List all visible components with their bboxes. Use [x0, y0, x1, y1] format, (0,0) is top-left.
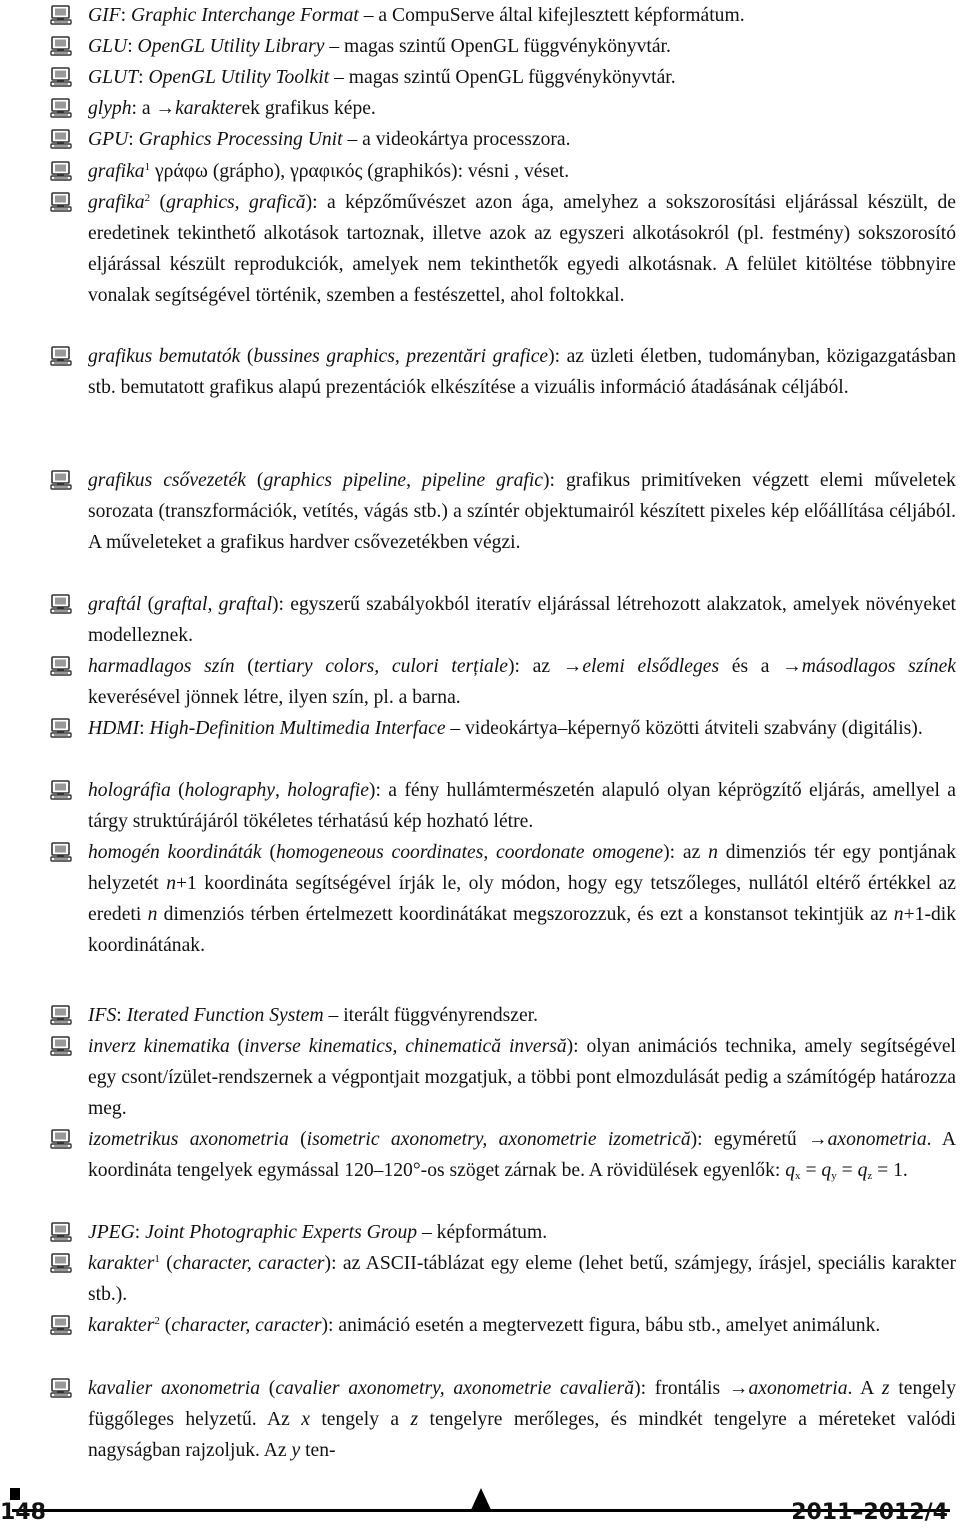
- entry-text: – iterált függvényrendszer.: [323, 1005, 538, 1026]
- entry-italic: OpenGL Utility Library: [137, 36, 325, 57]
- entry-text: ): egyméretű: [690, 1129, 809, 1150]
- glossary-entry: [0, 1124, 960, 1186]
- entry-text: keverésével jönnek létre, ilyen szín, pl. a barna.: [88, 687, 461, 708]
- entry-text: – videokártya–képernyő közötti átviteli szabvány (digitális).: [445, 718, 923, 739]
- computer-icon: [50, 470, 72, 490]
- entry-italic: z: [410, 1409, 419, 1430]
- entry-term: GLUT: [88, 67, 139, 88]
- computer-icon: [50, 1036, 72, 1056]
- entry-italic: axonometria: [827, 1129, 927, 1150]
- entry-italic: OpenGL Utility Toolkit: [148, 67, 330, 88]
- entry-term: karakter: [88, 1315, 155, 1336]
- entry-text: +1 koordináta segítségével írják le, oly módon, hogy egy tetszőleges, nullától eltérő értékkel az eredeti: [88, 873, 956, 925]
- entry-term: inverz kinematika: [88, 1036, 230, 1057]
- entry-text: . A: [847, 1378, 882, 1399]
- computer-icon: [50, 718, 72, 738]
- computer-icon: [50, 346, 72, 366]
- entry-italic: holografie: [287, 780, 369, 801]
- entry-superscript: 2: [144, 192, 151, 204]
- glossary-entry: [0, 93, 960, 124]
- computer-icon: [50, 780, 72, 800]
- entry-term: GIF: [88, 5, 121, 26]
- entry-text: . A koordináta tengelyek egymással 120–120°-os szöget zárnak be. A rövidülések egyenlők:: [88, 1129, 956, 1181]
- computer-icon: [50, 842, 72, 862]
- entry-term: graftál: [88, 594, 142, 615]
- computer-icon: [50, 1315, 72, 1335]
- computer-icon: [50, 67, 72, 87]
- entry-term: GPU: [88, 129, 129, 150]
- entry-italic: másodlagos színek: [801, 656, 956, 677]
- entry-italic: q: [821, 1160, 832, 1181]
- entry-subscript: y: [831, 1170, 837, 1182]
- entry-italic: n: [147, 904, 158, 925]
- entry-superscript: 1: [144, 161, 151, 173]
- entry-text: =: [800, 1160, 822, 1181]
- entry-text: (: [240, 346, 254, 367]
- entry-italic: n: [893, 904, 904, 925]
- entry-text: (: [170, 780, 185, 801]
- entry-italic: q: [857, 1160, 868, 1181]
- entry-text: (: [288, 1129, 307, 1150]
- entry-italic: n: [708, 842, 718, 863]
- entry-italic: y: [291, 1440, 301, 1461]
- glossary-entry: [0, 837, 960, 961]
- entry-text: :: [139, 718, 150, 739]
- entry-italic: Graphic Interchange Format: [131, 5, 359, 26]
- glossary-entry: [0, 1310, 960, 1341]
- entry-text: tengely függőleges helyzetű. Az: [88, 1378, 956, 1430]
- entry-text: (: [141, 594, 155, 615]
- entry-italic: q: [785, 1160, 796, 1181]
- entry-term: JPEG: [88, 1222, 135, 1243]
- entry-text: γράφω (grápho), γραφικός (graphikós): vésni , véset.: [150, 161, 570, 182]
- computer-icon: [50, 594, 72, 614]
- computer-icon: [50, 161, 72, 181]
- entry-text: ): az üzleti életben, tudományban, közigazgatásban stb. bemutatott grafikus alapú prezentációk elkészítése a vizuális információ átadásának céljából.: [88, 346, 956, 398]
- entry-subscript: z: [867, 1170, 873, 1182]
- entry-text: ): frontális: [634, 1378, 729, 1399]
- entry-term: izometrikus axonometria: [88, 1129, 289, 1150]
- entry-term: GLU: [88, 36, 128, 57]
- glossary-entry: [0, 775, 960, 837]
- entry-text: ): animáció esetén a megtervezett figura, bábu stb., amelyet animálunk.: [321, 1315, 881, 1336]
- entry-term: HDMI: [88, 718, 140, 739]
- entry-italic: holography: [184, 780, 275, 801]
- entry-text: =: [836, 1160, 858, 1181]
- entry-text: ): grafikus primitíveken végzett elemi műveletek sorozata (transzformációk, vetítés, vágás stb.) a színtér objektumairól készített pixeles kép előállítása céljából. A műveleteket a grafikus hardver csővezetékben végzi.: [88, 470, 956, 553]
- arrow-icon: →: [728, 1378, 749, 1399]
- entry-italic: homogeneous coordinates, coordonate omogene: [275, 842, 664, 863]
- entry-text: ): az ASCII-táblázat egy eleme (lehet betű, számjegy, írásjel, speciális karakter stb.).: [88, 1253, 956, 1305]
- computer-icon: [50, 192, 72, 212]
- glossary-entry: [0, 589, 960, 651]
- entry-italic: graftal, graftal: [154, 594, 273, 615]
- entry-italic: axonometria: [748, 1378, 848, 1399]
- entry-text: (: [159, 1315, 172, 1336]
- entry-text: tengely a: [309, 1409, 411, 1430]
- entry-text: (: [150, 192, 167, 213]
- entry-italic: character, caracter: [172, 1253, 325, 1274]
- entry-term: harmadlagos szín: [88, 656, 235, 677]
- entry-term: IFS: [88, 1005, 117, 1026]
- entry-text: ): az: [663, 842, 709, 863]
- entry-text: (: [234, 656, 254, 677]
- page-footer: [0, 1488, 960, 1534]
- glossary-entry: [0, 1373, 960, 1466]
- entry-term: karakter: [88, 1253, 155, 1274]
- entry-italic: graphics, grafică: [166, 192, 306, 213]
- glossary-entry: [0, 0, 960, 31]
- entry-term: homogén koordináták: [88, 842, 262, 863]
- entry-text: – a videokártya processzora.: [342, 129, 571, 150]
- arrow-icon: →: [155, 98, 176, 119]
- glossary-entry: [0, 1000, 960, 1031]
- computer-icon: [50, 5, 72, 25]
- computer-icon: [50, 129, 72, 149]
- entry-italic: bussines graphics, prezentări grafice: [253, 346, 549, 367]
- computer-icon: [50, 1005, 72, 1025]
- entry-text: ek grafikus képe.: [241, 98, 376, 119]
- entry-italic: x: [301, 1409, 310, 1430]
- entry-term: grafika: [88, 192, 145, 213]
- computer-icon: [50, 1253, 72, 1273]
- arrow-icon: →: [562, 656, 583, 677]
- entry-italic: karakter: [175, 98, 242, 119]
- entry-text: :: [120, 5, 131, 26]
- entry-text: ): olyan animációs technika, amely segítségével egy csont/ízület-rendszernek a végpontjait mozgatjuk, a többi pont elmozdulását pedig a számítógép határozza meg.: [88, 1036, 957, 1119]
- glossary-entry: [0, 1217, 960, 1248]
- entry-italic: Joint Photographic Experts Group: [145, 1222, 418, 1243]
- computer-icon: [50, 656, 72, 676]
- entry-text: +1-dik koordinátának.: [88, 904, 957, 956]
- entry-text: ): a képzőművészet azon ága, amelyhez a sokszorosítási eljárással készült, de eredetinek tekinthető alkotások tartoznak, illetve azok az egyszeri alkotásokról (pl. festmény) sokszorosító eljárással készült reprodukciók, amelyek nem tekinthetők egyedi alkotásnak. A felület kitöltése többnyire vonalak segítségével történik, szemben a festészettel, ahol foltokkal.: [88, 192, 956, 306]
- glossary-entry: [0, 62, 960, 93]
- entry-text: ,: [406, 470, 423, 491]
- arrow-icon: →: [782, 656, 802, 677]
- entry-text: (: [260, 1378, 276, 1399]
- arrow-icon: →: [808, 1129, 828, 1150]
- glossary-entry: [0, 187, 960, 311]
- entry-text: (: [229, 1036, 245, 1057]
- entry-italic: graphics pipeline: [263, 470, 407, 491]
- entry-text: tengelyre merőleges, és mindkét tengelyre a méreteket valódi nagyságban rajzoljuk. Az: [88, 1409, 956, 1461]
- entry-term: glyph: [88, 98, 132, 119]
- entry-term: holográfia: [88, 780, 171, 801]
- entry-italic: z: [881, 1378, 890, 1399]
- glossary-entry: [0, 1248, 960, 1310]
- entry-italic: Graphics Processing Unit: [138, 129, 343, 150]
- glossary-entry: [0, 124, 960, 155]
- entry-text: = 1.: [872, 1160, 908, 1181]
- entry-italic: isometric axonometry, axonometrie izometrică: [306, 1129, 691, 1150]
- entry-text: dimenziós térben értelmezett koordinátákat megszorozzuk, és ezt a konstansot tekintjük az: [157, 904, 894, 925]
- footer-square-mark: [10, 1488, 20, 1500]
- entry-italic: pipeline grafic: [422, 470, 543, 491]
- computer-icon: [50, 1129, 72, 1149]
- entry-italic: tertiary colors, culori terțiale: [253, 656, 508, 677]
- entry-term: grafikus bemutatók: [88, 346, 241, 367]
- entry-italic: n: [166, 873, 176, 894]
- entry-text: ten-: [300, 1440, 336, 1461]
- entry-italic: inverse kinematics, chinematică inversă: [244, 1036, 567, 1057]
- entry-text: :: [138, 67, 149, 88]
- entry-text: :: [134, 1222, 146, 1243]
- entry-text: – magas szintű OpenGL függvénykönyvtár.: [324, 36, 671, 57]
- glossary-entry: [0, 713, 960, 744]
- entry-text: :: [128, 129, 139, 150]
- entry-text: (: [245, 470, 264, 491]
- entry-subscript: x: [795, 1170, 801, 1182]
- entry-italic: High-Definition Multimedia Interface: [149, 718, 446, 739]
- glossary-entry: [0, 341, 960, 403]
- glossary-entry: [0, 156, 960, 187]
- computer-icon: [50, 1222, 72, 1242]
- computer-icon: [50, 98, 72, 118]
- entry-text: dimenziós tér egy pontjának helyzetét: [88, 842, 956, 894]
- glossary-entry: [0, 465, 960, 558]
- entry-text: :: [127, 36, 138, 57]
- entry-text: :: [116, 1005, 127, 1026]
- entry-text: – magas szintű OpenGL függvénykönyvtár.: [329, 67, 676, 88]
- entry-text: – a CompuServe által kifejlesztett képformátum.: [358, 5, 745, 26]
- entry-text: – képformátum.: [417, 1222, 548, 1243]
- entry-text: (: [159, 1253, 173, 1274]
- entry-italic: elemi elsődleges: [582, 656, 720, 677]
- entry-text: ,: [275, 780, 288, 801]
- page-number: 148: [0, 1500, 46, 1525]
- entry-superscript: 2: [154, 1315, 160, 1327]
- glossary-entry: [0, 651, 960, 713]
- computer-icon: [50, 36, 72, 56]
- entry-superscript: 1: [154, 1253, 160, 1265]
- entry-text: ): az: [507, 656, 563, 677]
- entry-text: ): a fény hullámtermészetén alapuló olyan képrögzítő eljárás, amellyel a tárgy struktúrájáról tökéletes térhatású kép hozható létre.: [88, 780, 956, 832]
- issue-label: 2011–2012/4: [791, 1500, 948, 1525]
- entry-italic: cavalier axonometry, axonometrie cavalieră: [275, 1378, 635, 1399]
- entry-text: : a: [131, 98, 156, 119]
- entry-italic: Iterated Function System: [126, 1005, 324, 1026]
- entry-text: és a: [719, 656, 783, 677]
- glossary-entry: [0, 31, 960, 62]
- entry-term: grafikus csővezeték: [88, 470, 246, 491]
- entry-term: grafika: [88, 161, 145, 182]
- entry-text: (: [261, 842, 276, 863]
- computer-icon: [50, 1378, 72, 1398]
- glossary-entry: [0, 1031, 960, 1124]
- footer-triangle-mark: [470, 1488, 492, 1512]
- entry-italic: character, caracter: [171, 1315, 322, 1336]
- entry-text: ): egyszerű szabályokból iteratív eljárással létrehozott alakzatok, amelyek növényeket modelleznek.: [88, 594, 956, 646]
- entry-term: kavalier axonometria: [88, 1378, 261, 1399]
